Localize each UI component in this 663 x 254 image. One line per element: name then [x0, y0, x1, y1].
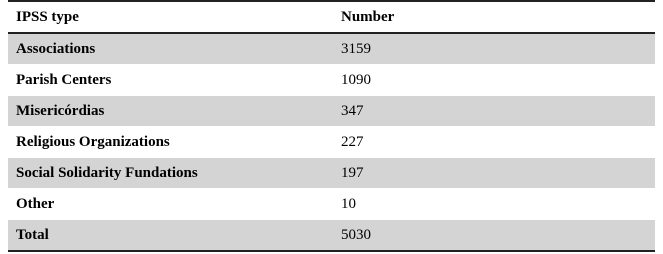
row-number-cell: 3159 [333, 33, 655, 65]
table-row [8, 96, 655, 127]
row-number-cell: 197 [333, 158, 655, 189]
row-type-cell: Parish Centers [8, 65, 333, 96]
row-number-cell: 227 [333, 127, 655, 158]
row-number-cell: 347 [333, 96, 655, 127]
ipss-table-container [8, 0, 655, 252]
row-type-cell: Other [8, 189, 333, 220]
row-number-cell: 10 [333, 189, 655, 220]
total-number-cell: 5030 [333, 220, 655, 252]
header-number: Number [341, 8, 395, 25]
row-number-cell: 1090 [333, 65, 655, 96]
table-row-total [8, 220, 655, 252]
table-body [8, 33, 655, 251]
ipss-table [8, 0, 655, 252]
total-label-cell: Total [8, 220, 333, 252]
row-type-cell: Religious Organizations [8, 127, 333, 158]
header-ipss-type: IPSS type [16, 8, 79, 25]
table-row [8, 65, 655, 96]
table-row [8, 158, 655, 189]
table-header [8, 1, 655, 33]
row-type-cell: Associations [8, 33, 333, 65]
row-type-cell: Social Solidarity Fundations [8, 158, 333, 189]
table-row [8, 33, 655, 65]
table-row [8, 189, 655, 220]
table-row [8, 127, 655, 158]
header-row [8, 1, 655, 33]
row-type-cell: Misericórdias [8, 96, 333, 127]
